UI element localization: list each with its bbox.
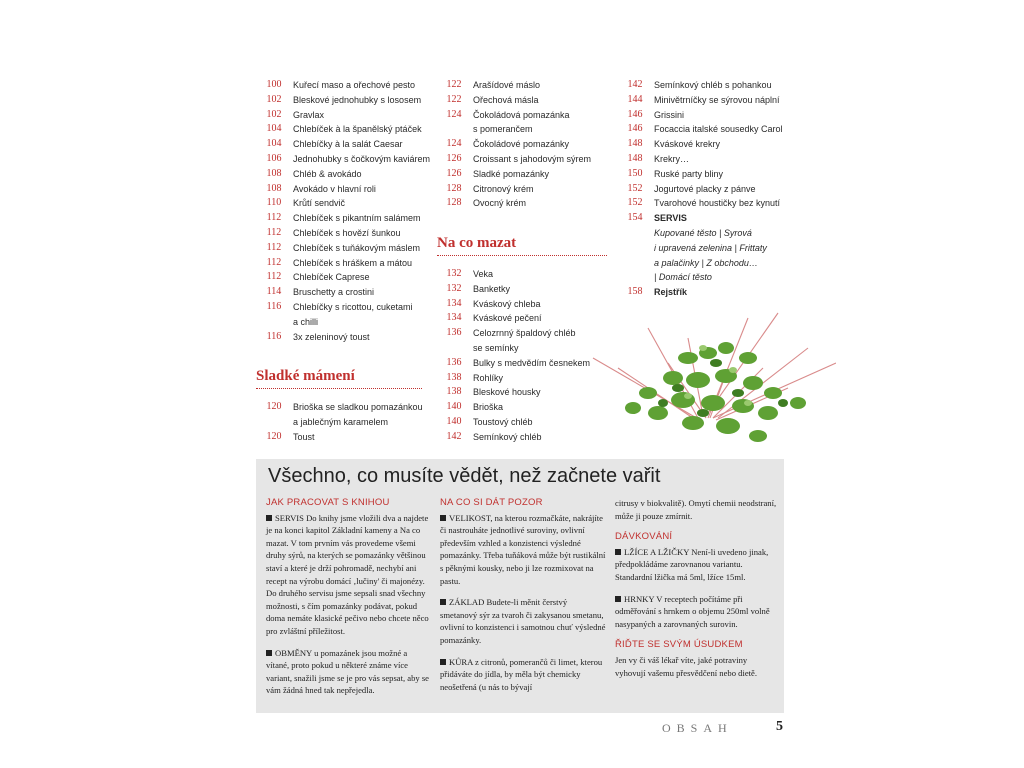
toc-entry[interactable] (616, 256, 786, 271)
toc-entry[interactable] (435, 415, 605, 430)
toc-entry[interactable] (616, 182, 786, 197)
toc-entry[interactable] (255, 122, 425, 137)
toc-page-number: 112 (266, 271, 282, 283)
toc-entry[interactable] (255, 211, 425, 226)
toc-entry-title: Bleskové jednohubky s lososem (293, 94, 422, 105)
toc-entry[interactable] (255, 152, 431, 167)
info-box-title: Všechno, co musíte vědět, než začnete vařit (268, 465, 661, 487)
toc-entry[interactable] (435, 182, 605, 197)
toc-entry-title: Arašídové máslo (473, 80, 541, 90)
toc-entry[interactable] (255, 430, 425, 445)
toc-entry-title: Banketky (473, 283, 511, 294)
toc-entry[interactable] (255, 270, 425, 285)
toc-entry[interactable] (255, 108, 425, 123)
toc-entry[interactable] (616, 285, 786, 300)
toc-entry-title: Chlebíčky s ricottou, cuketami (293, 301, 413, 312)
toc-column-1b (255, 400, 425, 444)
toc-column-1 (255, 78, 431, 344)
toc-entry-title: Čokoládová pomazánka (473, 109, 570, 120)
toc-entry-title: Jogurtové placky z pánve (654, 183, 756, 194)
toc-entry-title: Semínkový chléb s pohankou (654, 80, 772, 90)
toc-entry-title: Krůtí sendvič (293, 198, 346, 209)
toc-page-number: 122 (446, 93, 462, 105)
toc-entry[interactable] (616, 167, 786, 182)
toc-entry-title: Bleskové housky (473, 387, 541, 398)
toc-entry-title: Veka (473, 269, 494, 279)
toc-entry-title: Chlebíček Caprese (293, 272, 370, 283)
toc-entry-title: Jednohubky s čočkovým kaviárem (293, 153, 431, 164)
toc-entry[interactable] (435, 152, 605, 167)
toc-page-number: 138 (446, 371, 462, 383)
toc-entry[interactable] (255, 285, 425, 300)
toc-page-number: 112 (266, 256, 282, 268)
toc-entry[interactable] (435, 122, 605, 137)
toc-page-number: 110 (266, 197, 282, 209)
toc-entry-title: i upravená zelenina | Frittaty (654, 242, 767, 253)
toc-entry[interactable] (255, 226, 425, 241)
toc-entry[interactable] (255, 241, 425, 256)
info-heading-ridte-se: ŘIĎTE SE SVÝM ÚSUDKEM (615, 639, 743, 651)
info-paragraph: KŮRA z citronů, pomerančů či limet, kterou přidáváte do jídla, by měla být chemicky neošetřená (u nás to bývají (440, 656, 603, 692)
toc-entry-title: Chlebíček s pikantním salámem (293, 213, 421, 224)
toc-page-number: 146 (627, 123, 643, 135)
toc-entry-title: SERVIS (654, 213, 687, 224)
toc-entry-title: s pomerančem (473, 124, 533, 135)
toc-entry-title: Kváskové pečení (473, 313, 542, 324)
toc-page-number: 104 (266, 123, 282, 135)
toc-entry[interactable] (255, 330, 425, 345)
toc-entry[interactable] (435, 137, 605, 152)
toc-entry[interactable] (435, 167, 605, 182)
toc-entry[interactable] (255, 400, 425, 415)
toc-page-number: 134 (446, 312, 462, 324)
info-column-2 (440, 497, 606, 702)
toc-entry-title: Chlebíček s tuňákovým máslem (293, 242, 421, 253)
toc-entry[interactable] (435, 93, 605, 108)
bullet-square-icon (266, 650, 272, 656)
info-heading-na-co-si-dat-pozor: NA CO SI DÁT POZOR (440, 497, 543, 508)
toc-entry[interactable] (255, 300, 425, 315)
toc-entry-title: Toustový chléb (473, 416, 533, 427)
toc-page-number: 108 (266, 182, 282, 194)
info-paragraph: LŽÍCE A LŽIČKY Není-li uvedeno jinak, předpokládáme zarovnanou variantu. Standardní lžička má 5ml, lžíce 15ml. (615, 546, 769, 582)
toc-entry[interactable] (616, 152, 786, 167)
toc-entry-title: Sladké pomazánky (473, 168, 550, 179)
toc-entry[interactable] (255, 182, 425, 197)
bullet-square-icon (440, 515, 446, 521)
toc-entry-title: Ořechová másla (473, 94, 539, 105)
toc-entry-title: Krekry… (654, 153, 690, 164)
toc-entry-title: Bulky s medvědím česnekem (473, 357, 591, 368)
toc-entry-title: Rejstřík (654, 287, 688, 298)
toc-entry-title: a palačinky | Z obchodu… (654, 257, 758, 268)
toc-column-3 (616, 78, 786, 300)
toc-entry[interactable] (435, 371, 605, 386)
toc-entry-title: se semínky (473, 342, 519, 353)
toc-page-number: 154 (627, 212, 643, 224)
toc-page-number: 158 (627, 286, 643, 298)
toc-entry[interactable] (616, 137, 786, 152)
toc-entry[interactable] (255, 415, 425, 430)
toc-page-number: 140 (446, 415, 462, 427)
toc-entry[interactable] (255, 93, 425, 108)
toc-entry[interactable] (255, 167, 425, 182)
toc-entry-title: | Domácí těsto (654, 272, 712, 283)
toc-page-number: 142 (446, 430, 462, 442)
toc-page-number: 102 (266, 93, 282, 105)
toc-entry-title: Bruschetty a crostini (293, 287, 375, 298)
toc-page-number: 120 (266, 401, 282, 412)
toc-entry-title: Semínkový chléb (473, 431, 542, 442)
toc-page-number: 112 (266, 226, 282, 238)
toc-entry-title: Čokoládové pomazánky (473, 139, 570, 150)
toc-entry[interactable] (255, 256, 425, 271)
bullet-square-icon (440, 599, 446, 605)
toc-page-number: 106 (266, 152, 282, 164)
info-paragraph: Jen vy či váš lékař víte, jaké potraviny vyhovují vašemu přesvědčení nebo dietě. (615, 654, 757, 678)
toc-entry-title: Kuřecí maso a ořechové pesto (293, 80, 416, 90)
info-box (256, 459, 784, 713)
page-number: 5 (776, 719, 783, 734)
toc-page-number: 112 (266, 212, 282, 224)
toc-entry[interactable] (616, 78, 786, 93)
toc-page-number: 146 (627, 108, 643, 120)
bullet-square-icon (615, 596, 621, 602)
toc-page-number: 132 (446, 282, 462, 294)
info-paragraph: VELIKOST, na kterou rozmačkáte, nakrájíte či nastrouháte jednotlivé suroviny, ovlivní především vzhled a konzistenci výsledné pomazánky. Třeba tuňáková může být rustikální s pěknými kousky, nebo ji lze rozmixovat na pastu. (440, 512, 606, 586)
toc-entry[interactable] (435, 341, 605, 356)
toc-entry[interactable] (255, 78, 425, 93)
section-heading-sladke: Sladké mámení (256, 368, 422, 389)
toc-entry-title: Avokádo v hlavní roli (293, 183, 376, 194)
toc-entry[interactable] (435, 326, 605, 341)
info-paragraph: ZÁKLAD Budete-li měnit čerstvý smetanový sýr za tvaroh či zakysanou smetanu, ovlivní to konzistenci i samotnou chuť výsledné pomazánky. (440, 597, 606, 645)
info-column-1 (266, 497, 432, 706)
toc-page-number: 136 (446, 356, 462, 368)
toc-page-number: 152 (627, 182, 643, 194)
toc-entry-title: Kupované těsto | Syrová (654, 227, 752, 238)
microgreens-image (588, 308, 836, 460)
toc-entry[interactable] (616, 122, 786, 137)
toc-page-number: 128 (446, 197, 462, 209)
toc-page-number: 114 (266, 286, 282, 298)
toc-page-number: 120 (266, 430, 282, 442)
info-heading-jak-pracovat: JAK PRACOVAT S KNIHOU (266, 497, 390, 508)
toc-page-number: 124 (446, 108, 462, 120)
toc-entry[interactable] (435, 196, 605, 211)
toc-page-number: 148 (627, 152, 643, 164)
toc-column-2 (435, 78, 605, 211)
toc-entry-title: Focaccia italské sousedky Carol (654, 124, 783, 135)
toc-page-number: 142 (627, 79, 643, 90)
toc-entry-title: Kváskový chleba (473, 298, 541, 309)
toc-entry-title: Chléb & avokádo (293, 168, 362, 179)
toc-page-number: 124 (446, 138, 462, 150)
bullet-square-icon (266, 515, 272, 521)
toc-entry-title: Chlebíček à la španělský ptáček (293, 124, 422, 135)
bullet-square-icon (440, 659, 446, 665)
toc-column-2b (435, 267, 605, 445)
toc-entry[interactable] (616, 108, 786, 123)
toc-page-number: 144 (627, 93, 643, 105)
bullet-square-icon (615, 549, 621, 555)
toc-page-number: 126 (446, 152, 462, 164)
toc-entry[interactable] (616, 226, 786, 241)
toc-entry[interactable] (435, 385, 605, 400)
toc-entry-title: Chlebíčky à la salát Caesar (293, 139, 403, 150)
toc-entry-title: Grissini (654, 109, 685, 120)
toc-entry-title: Celozrnný špaldový chléb (473, 328, 576, 339)
toc-page-number: 112 (266, 241, 282, 253)
toc-page-number: 136 (446, 327, 462, 339)
toc-entry[interactable] (616, 241, 786, 256)
toc-entry-title: Croissant s jahodovým sýrem (473, 153, 592, 164)
toc-entry[interactable] (616, 270, 786, 285)
toc-page-number: 132 (446, 268, 462, 279)
toc-entry[interactable] (435, 430, 605, 445)
toc-entry-title: Ovocný krém (473, 198, 527, 209)
toc-entry-title: Rohlíky (473, 372, 504, 383)
toc-entry[interactable] (616, 196, 786, 211)
toc-entry-title: Kváskové krekry (654, 139, 721, 150)
toc-entry[interactable] (435, 282, 605, 297)
toc-entry-title: Citronový krém (473, 183, 534, 194)
toc-page-number: 152 (627, 197, 643, 209)
toc-page-number: 100 (266, 79, 282, 90)
toc-entry[interactable] (435, 267, 605, 282)
info-paragraph: SERVIS Do knihy jsme vložili dva a najdete je na konci kapitol Základní kameny a Na co mazat. V tom prvním vás provedeme všemi druhy sýrů, na kterých se pomazánky většinou staví a které je drží pohromadě, nechybí ani recept na výrobu domácí ‚lučiny' či majonézy. Do druhého servisu jsme sepsali snad všechny možnosti, s čím pomazánky podávat, pokud doma nemáte klasické pečivo nebo chcete něco pro zvláštní příležitost. (266, 512, 429, 636)
toc-entry[interactable] (616, 93, 786, 108)
toc-entry-title: Minivětrníčky se sýrovou náplní (654, 94, 780, 105)
section-heading-na-co-mazat: Na co mazat (437, 235, 607, 256)
toc-entry[interactable] (435, 356, 605, 371)
toc-entry[interactable] (435, 78, 605, 93)
info-column-3 (615, 497, 779, 688)
toc-entry[interactable] (435, 400, 605, 415)
toc-page-number: 150 (627, 167, 643, 179)
toc-page-number: 102 (266, 108, 282, 120)
toc-entry[interactable] (255, 315, 425, 330)
toc-page-number: 128 (446, 182, 462, 194)
toc-entry-title: Ruské party bliny (654, 168, 724, 179)
toc-entry-title: Chlebíček s hovězí šunkou (293, 227, 401, 238)
toc-entry-title: Gravlax (293, 109, 325, 120)
toc-page-number: 148 (627, 138, 643, 150)
toc-entry[interactable] (616, 211, 786, 226)
toc-page-number: 116 (266, 330, 282, 342)
toc-entry-title: Brioška se sladkou pomazánkou (293, 402, 423, 412)
toc-page-number: 138 (446, 386, 462, 398)
toc-page-number: 116 (266, 300, 282, 312)
toc-entry-title: 3x zeleninový toust (293, 331, 370, 342)
toc-page-number: 134 (446, 297, 462, 309)
toc-entry[interactable] (435, 108, 605, 123)
toc-page-number: 140 (446, 401, 462, 413)
toc-page-number: 108 (266, 167, 282, 179)
toc-entry[interactable] (255, 196, 425, 211)
toc-entry[interactable] (255, 137, 425, 152)
toc-entry-title: Brioška (473, 402, 504, 413)
toc-entry[interactable] (435, 297, 605, 312)
info-paragraph: HRNKY V receptech počítáme při odměřování s hrnkem o objemu 250ml volně nasypaných a zarovnaných surovin. (615, 593, 770, 629)
toc-page-number: 104 (266, 138, 282, 150)
footer-section-label: OBSAH (662, 721, 733, 735)
info-paragraph: citrusy v biokvalitě). Omytí chemii neodstraní, může ji pouze zmírnit. (615, 498, 777, 521)
toc-entry-title: a jablečným karamelem (293, 416, 389, 427)
toc-page-number: 122 (446, 79, 462, 90)
info-heading-davkovani: DÁVKOVÁNÍ (615, 531, 673, 543)
toc-page-number: 126 (446, 167, 462, 179)
toc-entry-title: Toust (293, 431, 315, 442)
toc-entry-title: a chilli (293, 316, 319, 327)
info-paragraph: OBMĚNY u pomazánek jsou možné a vítané, proto pokud u některé známe více variant, snažili jsme se je pro vás sepsat, aby se vám žádná hned tak nepřejedla. (266, 647, 429, 696)
toc-entry[interactable] (435, 311, 605, 326)
toc-entry-title: Tvarohové houstičky bez kynutí (654, 198, 781, 209)
toc-entry-title: Chlebíček s hráškem a mátou (293, 257, 413, 268)
